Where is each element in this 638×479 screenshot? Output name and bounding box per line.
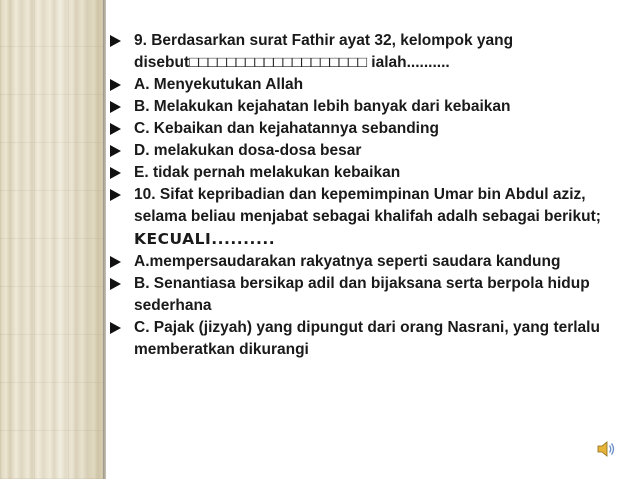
speaker-icon[interactable] [596,440,616,458]
triangle-bullet-icon [110,123,121,135]
list-item-option-c [110,118,615,140]
item-text: D. melakukan dosa-dosa besar [134,142,362,159]
triangle-bullet-icon [110,189,121,201]
list-item-option-e [110,162,615,184]
triangle-bullet-icon [110,256,121,268]
list-item-q10 [110,184,615,251]
item-emphasis: KECUALI.......... [134,230,276,248]
triangle-bullet-icon [110,167,121,179]
list-item-q10-option-a [110,251,615,273]
triangle-bullet-icon [110,35,121,47]
list-item-option-b [110,96,615,118]
triangle-bullet-icon [110,79,121,91]
item-text: A.mempersaudarakan rakyatnya seperti saudara kandung [134,253,561,270]
item-text: 10. Sifat kepribadian dan kepemimpinan Umar bin Abdul aziz, selama beliau menjabat sebagai khalifah adalh sebagai berikut; [134,186,601,225]
item-text: B. Senantiasa bersikap adil dan bijaksana serta berpola hidup sederhana [134,275,590,314]
list-item-q10-option-c [110,317,615,361]
triangle-bullet-icon [110,101,121,113]
decorative-sidebar [0,0,103,479]
list-item-q9 [110,30,615,74]
item-text: 9. Berdasarkan surat Fathir ayat 32, kelompok yang disebut□□□□□□□□□□□□□□□□□□□ ialah.......... [134,32,514,71]
item-text: B. Melakukan kejahatan lebih banyak dari kebaikan [134,98,511,115]
list-item-option-d [110,140,615,162]
triangle-bullet-icon [110,145,121,157]
question-list [110,30,615,361]
triangle-bullet-icon [110,322,121,334]
item-text: E. tidak pernah melakukan kebaikan [134,164,401,181]
sidebar-divider [103,0,106,479]
list-item-option-a [110,74,615,96]
triangle-bullet-icon [110,278,121,290]
item-text: C. Kebaikan dan kejahatannya sebanding [134,120,439,137]
item-text: A. Menyekutukan Allah [134,76,304,93]
list-item-q10-option-b [110,273,615,317]
item-text: C. Pajak (jizyah) yang dipungut dari orang Nasrani, yang terlalu memberatkan dikurangi [134,319,600,358]
